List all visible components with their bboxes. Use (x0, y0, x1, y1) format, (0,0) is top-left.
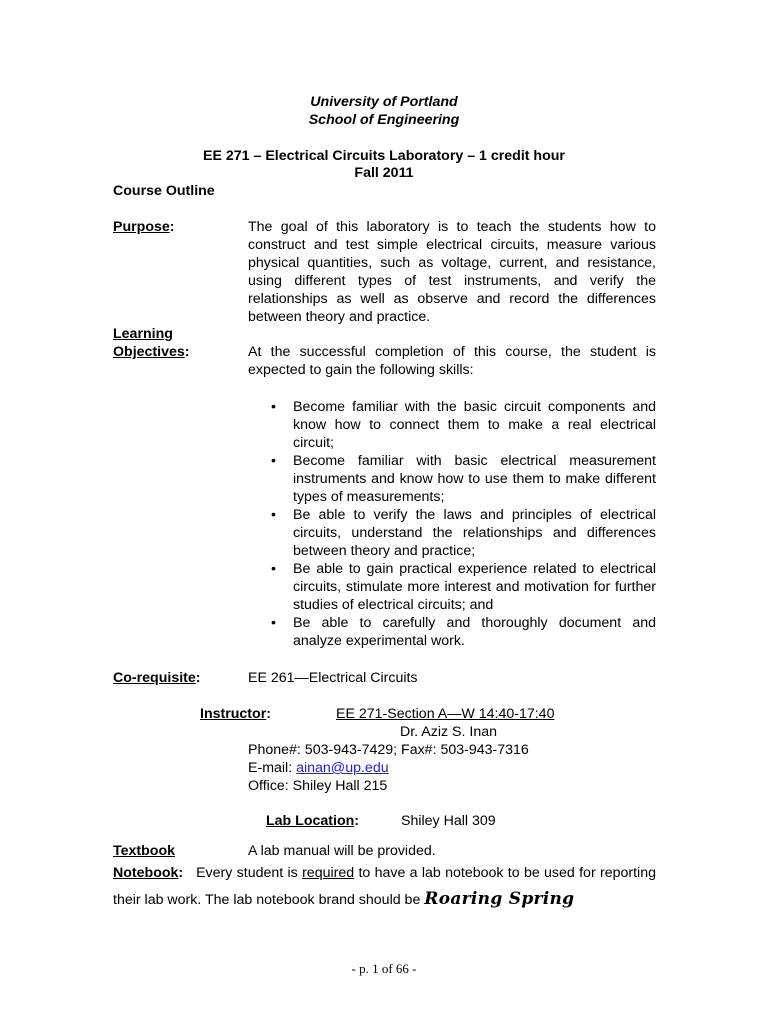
textbook-value: A lab manual will be provided. (248, 843, 436, 859)
lab-location-value: Shiley Hall 309 (401, 813, 496, 829)
corequisite-label: Co-requisite: (113, 670, 201, 686)
textbook-label: Textbook (113, 843, 176, 859)
list-item: • Be able to carefully and thoroughly document and analyze experimental work. (271, 615, 656, 649)
instructor-phone: Phone#: 503-943-7429; Fax#: 503-943-7316 (248, 742, 529, 758)
lab-location-label: Lab Location: (266, 813, 360, 829)
page-number: - p. 1 of 66 - (351, 961, 417, 976)
bullet-icon: • (271, 507, 276, 523)
purpose-text: The goal of this laboratory is to teach the students how to construct and test simple electrical circuits, measure various physical quantities, such as voltage, current, and resistance, using different types of test instruments, and verify the relationships as well as observe and record the differences between theory and practice. (248, 219, 656, 325)
list-item: • Be able to verify the laws and principles of electrical circuits, understand the relationships and differences between theory and practice; (271, 507, 656, 559)
instructor-name: Dr. Aziz S. Inan (400, 724, 497, 740)
notebook-paragraph: Notebook: Every student is required to have a lab notebook to be used for reporting their lab work. The lab notebook brand should be Roaring Spring (113, 865, 656, 909)
course-outline-heading: Course Outline (113, 183, 215, 199)
objectives-label-line2: Objectives: (113, 344, 190, 360)
term: Fall 2011 (354, 165, 414, 181)
list-item: • Become familiar with the basic circuit components and know how to connect them to make a real electrical circuit; (271, 399, 656, 451)
list-item: • Become familiar with basic electrical measurement instruments and know how to use them to make different types of measurements; (271, 453, 656, 505)
corequisite-value: EE 261—Electrical Circuits (248, 670, 418, 686)
university-title: University of Portland (310, 94, 458, 110)
objectives-list (271, 398, 656, 650)
bullet-icon: • (271, 615, 276, 631)
instructor-office: Office: Shiley Hall 215 (248, 778, 388, 794)
bullet-icon: • (271, 561, 276, 577)
instructor-section: EE 271-Section A—W 14:40-17:40 (336, 706, 555, 722)
instructor-email: E-mail: ainan@up.edu (248, 760, 389, 776)
course-title: EE 271 – Electrical Circuits Laboratory – 1 credit hour (203, 148, 565, 164)
purpose-label: Purpose: (113, 219, 175, 235)
notebook-label: Notebook (113, 865, 179, 881)
bullet-icon: • (271, 453, 276, 469)
instructor-label: Instructor: (200, 706, 271, 722)
objectives-label-line1: Learning (113, 326, 173, 342)
notebook-brand: Roaring Spring (424, 889, 575, 909)
list-item: • Be able to gain practical experience related to electrical circuits, stimulate more interest and motivation for further studies of electrical circuits; and (271, 561, 656, 613)
required-word: required (302, 865, 355, 881)
bullet-icon: • (271, 399, 276, 415)
email-link[interactable]: ainan@up.edu (296, 760, 389, 776)
objectives-intro: At the successful completion of this course, the student is expected to gain the following skills: (248, 344, 656, 378)
school-title: School of Engineering (308, 112, 460, 128)
